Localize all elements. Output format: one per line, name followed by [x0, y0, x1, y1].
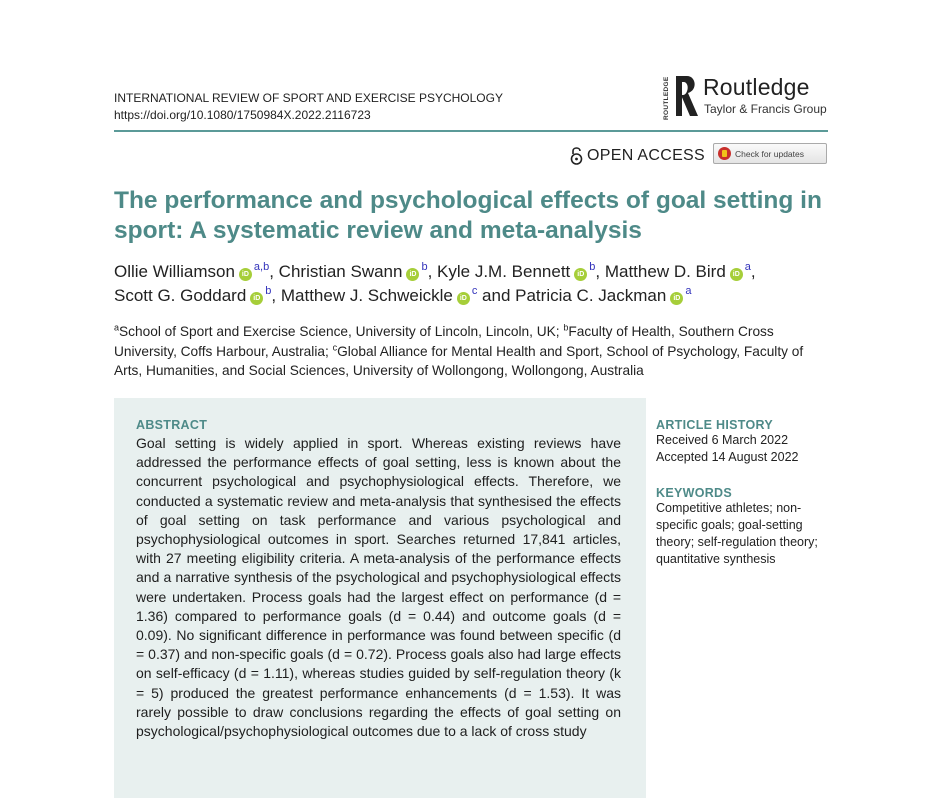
affiliation-marker: a,b — [253, 261, 270, 274]
orcid-icon[interactable]: iD — [457, 292, 470, 305]
author-separator: , — [269, 262, 279, 281]
affiliations — [114, 322, 834, 381]
author-separator: , — [750, 262, 756, 281]
routledge-r-icon — [672, 72, 700, 120]
author-name[interactable]: Matthew J. Schweickle — [280, 286, 453, 305]
orcid-icon[interactable]: iD — [574, 268, 587, 281]
keywords-block — [656, 486, 836, 568]
keywords-text: Competitive athletes; non-specific goals; goal-setting theory; self-regulation theory; quantitative synthesis — [656, 501, 818, 566]
author-separator: , — [271, 286, 281, 305]
doi-link[interactable]: https://doi.org/10.1080/1750984X.2022.2116723 — [114, 108, 371, 122]
author-name[interactable]: Matthew D. Bird — [604, 262, 726, 281]
keywords-heading: KEYWORDS — [656, 486, 733, 500]
journal-name: INTERNATIONAL REVIEW OF SPORT AND EXERCISE PSYCHOLOGY — [114, 91, 503, 105]
open-access-badge — [570, 146, 705, 165]
article-history-heading: ARTICLE HISTORY — [656, 418, 774, 432]
affiliation-text: Global Alliance for Mental Health and Sport, School of Psychology, Faculty of Arts, Humanities, and Social Sciences, University of Wollongong, Wollongong, Australia — [114, 343, 804, 378]
affiliation-marker: b — [421, 261, 428, 274]
affiliation-marker: b — [265, 285, 272, 298]
affiliation-text: School of Sport and Exercise Science, University of Lincoln, Lincoln, UK; — [119, 324, 564, 339]
affiliation-label: c — [332, 341, 338, 352]
author-separator: and — [477, 286, 516, 305]
author-name[interactable]: Scott G. Goddard — [114, 286, 247, 305]
abstract-text: Goal setting is widely applied in sport. Whereas existing reviews have addressed the performance effects of goal setting, less is known about the concurrent psychological and psychophysiological effects. Therefore, we conducted a systematic review and meta-analysis that synthesised the effects of goal setting on task performance and various psychological and psychophysiological outcomes in sport. Searches returned 17,841 articles, with 27 meeting eligibility criteria. A meta-analysis of the performance effects and a narrative synthesis of the psychological and psychophysiological effects were undertaken. Process goals had the largest effect on performance (d = 1.36) compared to performance goals (d = 0.44) and outcome goals (d = 0.09). No significant difference in performance was found between specific (d = 0.37) and non-specific goals (d = 0.72). Process goals also had large effects on self-efficacy (d = 1.11), whereas studies guided by self-regulation theory (k = 5) produced the greatest performance enhancements (d = 1.53). It was rarely possible to draw conclusions regarding the effects of goal setting on psychological/psychophysiological outcomes due to a lack of cross study — [136, 435, 621, 740]
check-updates-button[interactable] — [713, 143, 827, 164]
affiliation-text: Faculty of Health, Southern Cross University, Coffs Harbour, Australia; — [114, 324, 774, 359]
journal-header — [114, 90, 503, 124]
orcid-icon[interactable]: iD — [239, 268, 252, 281]
orcid-icon[interactable]: iD — [730, 268, 743, 281]
publisher-group: Taylor & Francis Group — [704, 102, 827, 116]
header-rule — [114, 130, 828, 132]
affiliation-label: b — [563, 322, 569, 333]
open-lock-icon — [570, 146, 583, 165]
affiliation-marker: a — [744, 261, 751, 274]
accepted-date: Accepted 14 August 2022 — [656, 450, 799, 464]
affiliation-marker: c — [471, 285, 478, 298]
article-title: The performance and psychological effects of goal setting in sport: A systematic review and meta-analysis — [114, 187, 822, 244]
orcid-icon[interactable]: iD — [670, 292, 683, 305]
publisher-name: Routledge — [703, 74, 810, 100]
author-separator: , — [427, 262, 438, 281]
author-name[interactable]: Ollie Williamson — [114, 262, 235, 281]
open-access-label: OPEN ACCESS — [587, 146, 706, 164]
affiliation-label: a — [114, 322, 120, 333]
author-name[interactable]: Christian Swann — [278, 262, 403, 281]
author-name[interactable]: Patricia C. Jackman — [515, 286, 667, 305]
article-history — [656, 418, 836, 466]
check-updates-label: Check for updates — [735, 148, 804, 159]
affiliation-marker: b — [589, 261, 596, 274]
publisher-logo — [663, 72, 833, 122]
orcid-icon[interactable]: iD — [406, 268, 419, 281]
abstract-heading: ABSTRACT — [136, 418, 208, 432]
publisher-vertical-text: ROUTLEDGE — [663, 76, 670, 120]
author-list — [114, 260, 844, 308]
affiliation-marker: a — [685, 285, 692, 298]
author-name[interactable]: Kyle J.M. Bennett — [437, 262, 571, 281]
author-separator: , — [595, 262, 605, 281]
crossmark-icon — [718, 147, 731, 160]
received-date: Received 6 March 2022 — [656, 433, 789, 447]
orcid-icon[interactable]: iD — [250, 292, 263, 305]
